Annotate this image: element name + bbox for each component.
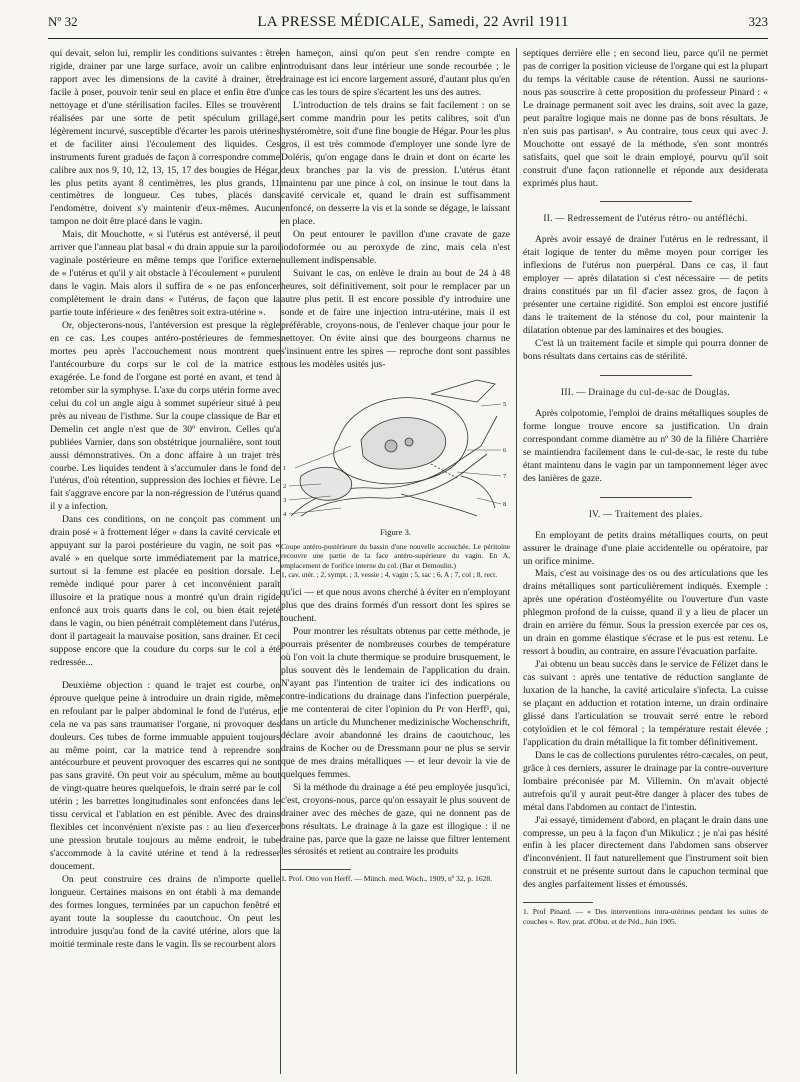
paragraph: Mais, dit Mouchotte, « si l'utérus est antéversé, il peut arriver que l'anneau plat basal « du drain appuie sur la paroi vaginale postérieure en même temps que l'orifice externe de « l'utérus et qu'il y ait obstacle à l'écoulement « purulent dans le vagin. Mais alors il suffira de « ne pas enfoncer complètement le drain dans « l'utérus, de façon que la partie toute inférieure « des fenêtres soit extra-utérine ».: [50, 229, 280, 319]
paragraph: Or, objecterons-nous, l'antéversion est presque la règle en ce cas. Les coupes antéro-postérieures de femmes mortes peu après l'accouchement nous montrent que l'antécourbure du corps sur le col de la matrice est exagérée. Le fond de l'organe est porté en avant, et tend à retomber sur la symphyse. L'axe du corps utérin forme avec celui du col un angle aigu à sommet supérieur situé à peu près au niveau de l'isthme. Sur la coupe classique de Bar et Demelin cet angle n'est que de 30º environ. Celles qu'a publiées Varnier, dans son obstétrique journalière, sont tout aussi démonstratives. On a donc affaire à un trajet très courbe. Les liquides tendent à s'accumuler dans le fond de l'utérus, d'où rétention, suppression des lochies et fièvre. Le fait s'aggrave encore par la non-régression de l'utérus quand il y a infection.: [50, 320, 280, 513]
figure-number-label: 5: [503, 400, 507, 408]
paragraph: qu'ici — et que nous avons cherché à éviter en n'employant plus que des drains formés d'un ressort dont les spires se touchent.: [281, 587, 510, 625]
figure-number-label: 3: [283, 496, 287, 504]
column-divider: [516, 48, 517, 1074]
section-rule: [600, 375, 692, 376]
footnote-rule: [523, 902, 593, 903]
paragraph: Après avoir essayé de drainer l'utérus en le redressant, il était logique de tenter du même moyen pour corriger les inflexions de l'utérus non puerpéral. Dans ce cas, il faut employer — après dilatation si c'est nécessaire — de petits drains constitués par un fil d'acier assez gros, de façon à présenter une certaine rigidité. Son emploi est encore justifié dans le traitement de la sténose du col, pour maintenir la dilatation obtenue par des laminaires et des bougies.: [523, 234, 768, 337]
footnote: 1. Prof. Otto von Herff. — Münch. med. Woch., 1909, nº 32, p. 1628.: [281, 874, 493, 884]
paragraph: J'ai essayé, timidement d'abord, en plaçant le drain dans une compresse, un peu à la façon d'un Mikulicz ; je n'ai pas hésité enfin à les placer directement dans l'abdomen sans observer d'inconvénient. Il faut naturellement que l'instrument soit bien construit et ne présente surtout dans le capuchon terminal que des angles parfaitement lisses et émoussés.: [523, 814, 768, 891]
paragraph: qui devait, selon lui, remplir les conditions suivantes : être rigide, drainer par une large surface, avoir un calibre en rapport avec les dimensions de la cavité à drainer, être facile à poser, pouvoir tenir seul en place et enfin être d'un nettoyage et d'une stérilisation faciles. Elles se trouvèrent réalisées par une sorte de petit spéculum grillagé, légèrement incurvé, susceptible d'écarter les parois utérines et de faciliter ainsi l'écoulement des liquides. Ces instruments furent gradués de façon à correspondre comme calibre aux nos 9, 10, 12, 13, 15, 17 des bougies de Hégar, les plus petits ayant 8 centimètres, les plus grands, 11 centimètres de longueur. Ces tubes, placés dans l'endomètre, doivent s'y maintenir d'eux-mêmes. Aucun tampon ne doit être placé dans le vagin.: [50, 48, 280, 228]
paragraph: Mais, c'est au voisinage des os ou des articulations que les drains métalliques sont particulièrement indiqués. Exemple : après une opération d'ostéomyélite ou l'ouverture d'un vaste phlegmon profond de la cuisse, quand il y a lieu de placer un drain en arrière du fémur. Sous la pression exercée par ces os, un drain en gomme élastique s'écrase et le pus est retenu. Le ressort à boudin, au contraire, en assure l'évacuation parfaite.: [523, 568, 768, 658]
column-3: [523, 48, 768, 1074]
issue-number: Nº 32: [48, 14, 78, 29]
section-heading: III. — Drainage du cul-de-sac de Douglas.: [561, 386, 730, 397]
figure-label: Figure 3.: [379, 526, 412, 537]
page-header: [48, 14, 768, 36]
figure-number-label: 8: [503, 500, 507, 508]
paragraph: Suivant le cas, on enlève le drain au bout de 24 à 48 heures, soit définitivement, soit pour le remplacer par un autre plus petit. Il est encore possible d'y introduire une sonde et de faire une injection intra-utérine, mais il est préférable, croyons-nous, de l'enlever chaque jour pour le nettoyer. On évite ainsi que des bourgeons charnus ne s'insinuent entre les spires — reproche dont sont passibles tous les modèles usités jus-: [281, 268, 510, 370]
figure-number-label: 7: [503, 472, 507, 480]
paragraph: Dans ces conditions, on ne conçoit pas comment un drain posé « à frottement léger » dans la cavité cervicale et appuyant sur la paroi postérieure du vagin, ne soit pas « avalé » en quelque sorte immédiatement par la matrice, surtout si la femme est placée en position dorsale. Le remède indiqué pour parer à cet inconvénient paraît illusoire et la pratique nous a montré qu'un drain rigide enfoncé aux trois quarts dans le col, ou bien était rejeté dans le vagin, ou bien pénétrait complètement dans l'utérus, dont il partageait la mauvaise position, sans drainer. Et ceci suppose encore que la coudure du corps sur le col a été redressée...: [50, 514, 280, 668]
figure-legend: 1, cav. utér. ; 2, sympt. ; 3, vessie ; 4, vagin ; 5, sac ; 6, A ; 7, col ; 8, rect.: [281, 570, 498, 579]
paragraph: L'introduction de tels drains se fait facilement : on se sert comme mandrin pour les petits calibres, soit d'un hystéromètre, soit d'une fine bougie de Hégar. Pour les plus gros, il est très commode d'employer une sonde lyre de Doléris, qu'on engage dans le drain et dont on écarte les deux branches par la vis de pression. L'utérus étant maintenu par une pince à col, on insinue le tout dans la cavité cervicale et, quand le drain est suffisamment enfoncé, on desserre la vis et la sonde se dégage, le laissant en place.: [281, 99, 510, 228]
paragraph: C'est là un traitement facile et simple qui pourra donner de bons résultats dans certains cas de stérilité.: [523, 338, 768, 363]
journal-title: LA PRESSE MÉDICALE, Samedi, 22 Avril 1911: [257, 14, 569, 30]
paragraph: On peut entourer le pavillon d'une cravate de gaze iodoformée ou au peroxyde de zinc, mais cela n'est nullement indispensable.: [281, 229, 510, 267]
figure-caption-text: Coupe antéro-postérieure du bassin d'une nouvelle accouchée. Le péritoine recouvre une partie de la face antéro-supérieure du vagin. En A, emplacement de l'orifice interne du col. (Bar et Demoulin.): [281, 541, 510, 570]
figure-number-label: 2: [283, 482, 287, 490]
column-2: [281, 48, 510, 1074]
figure-3: [281, 376, 510, 580]
paragraph: septiques derrière elle ; en second lieu, parce qu'il ne permet pas de corriger la position vicieuse de l'organe qui est la plupart du temps la véritable cause de rétention. Aussi ne saurions-nous pas souscrire à cette proposition du professeur Pinard : « Le drainage permanent soit avec les drains, soit avec la gaze, peut paraître logique mais ne donne pas de bons résultats. Je n'en suis pas partisan¹. » Au contraire, tous ceux qui avec J. Mouchotte ont essayé de la méthode, s'en sont montrés satisfaits, quel que soit le drain employé, pourvu qu'il soit construit d'une façon rationnelle et réponde aux desiderata exprimés plus haut.: [523, 48, 768, 189]
page-number: 323: [748, 14, 768, 29]
footnote: 1. Prof Pinard. — « Des interventions intra-utérines pendant les suites de couches ». Rev. prat. d'Obst. et de Péd., Juin 1905.: [523, 907, 768, 927]
paragraph: Dans le cas de collections purulentes rétro-cæcales, on peut, grâce à ces derniers, assurer le drainage par la contre-ouverture lombaire préconisée par M. Villemin. On m'avait objecté autrefois qu'il y aurait peut-être danger à placer des tubes de métal dans l'abdomen au contact de l'intestin.: [523, 749, 768, 813]
paragraph: Pour montrer les résultats obtenus par cette méthode, je pourrais présenter de nombreuses courbes de température où l'on voit la chute thermique se produire brusquement, le plus souvent dès le lendemain de l'application du drain. N'ayant pas l'intention de traiter ici des indications ou contre-indications du drainage dans l'infection puerpérale, je me contenterai de citer l'opinion du Pr von Herff¹, qui, dans un article du Munchener medizinische Wochenschrift, déclare avoir abandonné les drains de caoutchouc, les drains de Kocher ou de Dressmann pour ne plus se servir que de mes drains métalliques — et leur devoir la vie de quelques femmes.: [281, 626, 510, 780]
figure-number-label: 1: [283, 464, 287, 472]
paragraph: Si la méthode du drainage a été peu employée jusqu'ici, c'est, croyons-nous, parce qu'on essayait le plus souvent de drainer avec des mèches de gaze, qui ne donnent pas de bons résultats. Le drainage à la gaze est illogique : il ne draine pas, parce que la gaze ne laisse que filtrer lentement les sérosités et retient au contraire les produits: [281, 781, 510, 858]
paragraph: On peut construire ces drains de n'importe quelle longueur. Certaines maisons en ont établi à ma demande des formes longues, terminées par un capuchon fenêtré et ayant toute la souplesse du caoutchouc. On peut les introduire jusqu'au fond de la cavité utérine, alors que la moitié terminale reste dans le vagin. Ils se recourbent alors: [50, 874, 280, 950]
paragraph: En employant de petits drains métalliques courts, on peut assurer le drainage d'une plaie accidentelle ou opératoire, par un orifice minime.: [523, 529, 768, 567]
section-heading: II. — Redressement de l'utérus rétro- ou antéfléchi.: [543, 213, 748, 224]
footnote-rule: [281, 869, 351, 870]
figure-number-label: 4: [283, 510, 287, 518]
paragraph: Après colpotomie, l'emploi de drains métalliques souples de forme longue trouve encore sa justification. Un drain correspondant comme diamètre au nº 30 de la filière Charrière se maintiendra facilement dans le cul-de-sac, le reste du tube étant maintenu dans le vagin par un tamponnement léger avec des lanières de gaze.: [523, 407, 768, 484]
section-rule: [600, 497, 692, 498]
paragraph: en hameçon, ainsi qu'on peut s'en rendre compte en introduisant dans leur intérieur une sonde recourbée ; le drainage est ici encore largement assuré, d'autant plus qu'en ce cas les tours de spire s'écartent les uns des autres.: [281, 48, 510, 98]
column-1: [50, 48, 280, 1074]
section-heading: IV. — Traitement des plaies.: [588, 508, 703, 519]
paragraph: J'ai obtenu un beau succès dans le service de Félizet dans le cas suivant : après une tentative de réduction sanglante de luxation de la hanche, la cavité articulaire s'infecta. La cuisse se plaçant en adduction et rotation interne, un drain ordinaire glissé dans l'articulation se trouvait serré entre le rebord cotyloïdien et le col fémoral ; la température restait élevée ; l'application du drain métallique la fit tomber définitivement.: [523, 659, 768, 748]
section-rule: [600, 201, 692, 202]
figure-caption: [281, 542, 510, 580]
figure-number-label: 6: [503, 446, 507, 454]
header-rule: [48, 38, 768, 39]
pelvis-section-illustration: [281, 376, 510, 524]
paragraph: Deuxième objection : quand le trajet est courbe, on éprouve quelque peine à introduire un drain rigide, même en refoulant par le palper abdominal le fond de l'utérus, et cela ne va pas sans traumatiser l'organe, ni provoquer des douleurs. Ces tubes de forme immuable appuient toujours au même point, car la matrice tend à reprendre son antécourbure et peuvent provoquer des escarres qui ne sont pas sans gravité. On peut voir au spéculum, même au bout de vingt-quatre heures quelquefois, le drain serré par le col utérin ; les barrettes longitudinales sont enfoncées dans le tissu cervical et l'ablation en est pénible. Avec des drains flexibles cet inconvénient n'existe pas : au lieu d'exercer une pression brutale toujours au même endroit, le tube s'accommode à la cavité utérine et tend à la redresser doucement.: [50, 679, 280, 873]
